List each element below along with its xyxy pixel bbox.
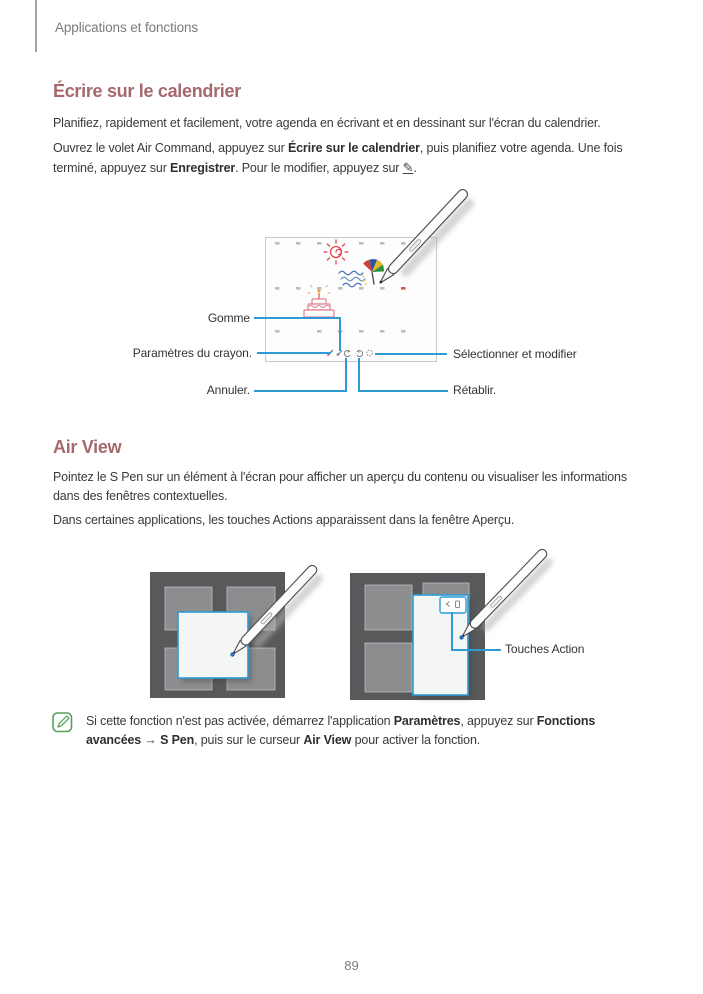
hover-point [230,652,234,656]
paragraph-line: Ouvrez le volet Air Command, appuyez sur Écrire sur le calendrier, puis planifiez votre agenda. Une fois [53,141,623,155]
callout-label-redo: Rétablir. [453,383,497,397]
air-view-paragraph-1 [53,468,683,506]
running-header: Applications et fonctions [55,20,199,35]
paragraph-line: Planifiez, rapidement et facilement, votre agenda en écrivant et en dessinant sur l'écran du calendrier. [53,116,601,130]
sun-doodle [324,240,348,264]
callout-line-action-h [451,649,501,651]
callout-line-eraser-h [254,317,341,319]
current-date-mark [401,287,406,290]
page-number: 89 [344,958,359,973]
air-view-illustration-left [148,545,340,705]
callout-line-undo-h [254,390,347,392]
edit-icon: ✎ [402,160,414,175]
note-text [86,712,646,750]
calendar-steps-paragraph [53,139,683,178]
calendar-illustration [255,182,485,370]
callout-line-redo-v [358,358,360,392]
callout-label-pen-settings: Paramètres du crayon. [132,346,252,360]
note-line: avancées → S Pen, puis sur le curseur Air View pour activer la fonction. [86,733,481,747]
paragraph-line: dans des fenêtres contextuelles. [53,489,228,503]
callout-label-action-buttons: Touches Action [505,642,585,656]
section-title-air-view: Air View [53,437,122,457]
callout-line-eraser-v [339,317,341,351]
callout-line-pen-settings [257,352,331,354]
callout-line-redo-h [358,390,448,392]
note-icon [52,712,73,733]
callout-label-eraser: Gomme [207,311,250,325]
note-line: Si cette fonction n'est pas activée, démarrez l'application Paramètres, appuyez sur Fonctions [86,714,596,728]
paragraph-line: terminé, appuyez sur Enregistrer. Pour le modifier, appuyez sur ✎. [53,160,417,175]
callout-line-action-v [451,612,453,651]
callout-label-select: Sélectionner et modifier [453,347,577,361]
callout-line-select [375,353,447,355]
chapter-edge-rule [35,0,37,52]
callout-line-undo-v [345,358,347,392]
air-view-paragraph-2 [53,511,683,530]
paragraph-line: Pointez le S Pen sur un élément à l'écran pour afficher un aperçu du contenu ou visualiser les informations [53,470,627,484]
action-buttons-box [440,597,466,613]
paragraph-line: Dans certaines applications, les touches Actions apparaissent dans la fenêtre Aperçu. [53,513,515,527]
calendar-intro-paragraph [53,114,668,133]
hover-point [459,635,463,639]
callout-label-undo: Annuler. [206,383,250,397]
air-view-illustration-right [350,543,595,707]
section-title-calendar: Écrire sur le calendrier [53,81,241,101]
